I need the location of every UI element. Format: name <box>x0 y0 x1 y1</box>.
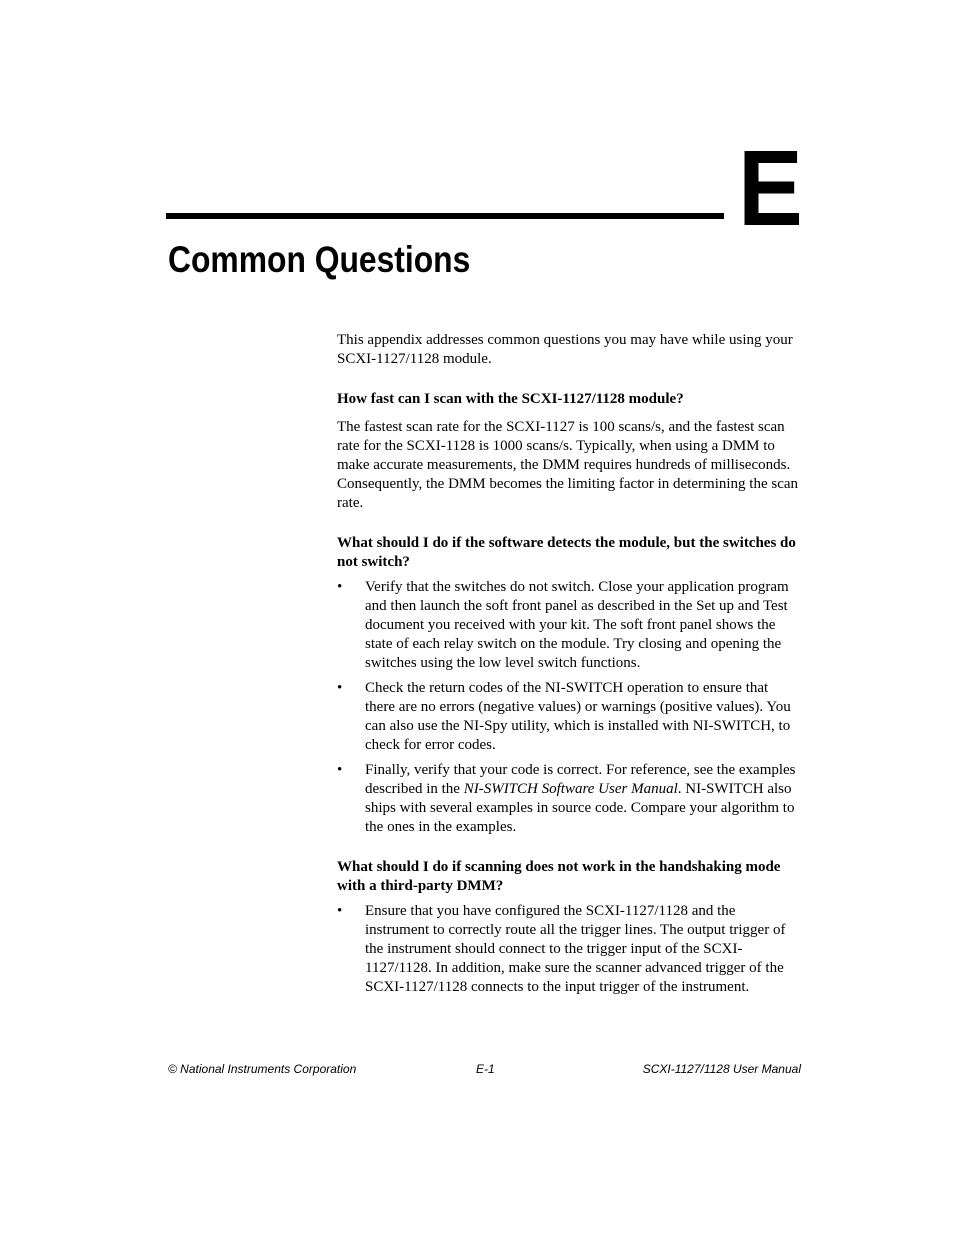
bullet-marker: • <box>337 680 343 696</box>
list-item <box>337 578 801 673</box>
footer-manual-title: SCXI-1127/1128 User Manual <box>642 1062 801 1076</box>
list-item-text: Check the return codes of the NI-SWITCH operation to ensure that there are no errors (negative values) or warnings (positive values). You can also use the NI-Spy utility, which is installed with NI-SWITCH, to check for error codes. <box>365 680 791 753</box>
page-title: Common Questions <box>168 239 471 280</box>
chapter-rule <box>166 213 724 219</box>
list-item <box>337 679 801 755</box>
bullet-marker: • <box>337 903 343 919</box>
list-item-text: Ensure that you have configured the SCXI-1127/1128 and the instrument to correctly route all the trigger lines. The output trigger of the instrument should connect to the trigger input of the SCXI-1127/1128. In addition, make sure the scanner advanced trigger of the SCXI-1127/1128 connects to the input trigger of the instrument. <box>365 903 786 995</box>
intro-paragraph: This appendix addresses common questions you may have while using your SCXI-1127/1128 module. <box>337 332 793 367</box>
handshaking-bullet-list <box>337 902 801 997</box>
list-item <box>337 761 801 837</box>
question-scan-speed: How fast can I scan with the SCXI-1127/1128 module? <box>337 391 684 407</box>
page-number: E-1 <box>476 1062 495 1076</box>
bullet-marker: • <box>337 579 343 595</box>
list-item-text: Verify that the switches do not switch. Close your application program and then launch the soft front panel as described in the Set up and Test document you received with your kit. The soft front panel shows the state of each relay switch on the module. Try closing and opening the switches using the low level switch functions. <box>365 579 789 671</box>
footer-copyright: © National Instruments Corporation <box>168 1062 357 1076</box>
switches-bullet-list <box>337 578 801 837</box>
manual-reference: NI-SWITCH Software User Manual <box>463 781 678 797</box>
list-item-text-start: Finally, verify that your code is correct. For reference, see the examples described in the <box>365 762 796 797</box>
body-content <box>337 331 801 1018</box>
answer-scan-speed: The fastest scan rate for the SCXI-1127 is 100 scans/s, and the fastest scan rate for the SCXI-1128 is 1000 scans/s. Typically, when using a DMM to make accurate measurements, the DMM requires hundreds of milliseconds. Consequently, the DMM becomes the limiting factor in determining the scan rate. <box>337 419 799 511</box>
appendix-letter: E <box>738 127 803 248</box>
list-item-text-end: . NI-SWITCH also ships with several examples in source code. Compare your algorithm to the ones in the examples. <box>365 781 795 835</box>
bullet-marker: • <box>337 762 343 778</box>
page-footer <box>168 1062 801 1078</box>
list-item-text <box>365 762 796 835</box>
question-switches: What should I do if the software detects the module, but the switches do not switch? <box>337 535 796 570</box>
question-handshaking: What should I do if scanning does not work in the handshaking mode with a third-party DMM? <box>337 859 781 894</box>
list-item <box>337 902 801 997</box>
